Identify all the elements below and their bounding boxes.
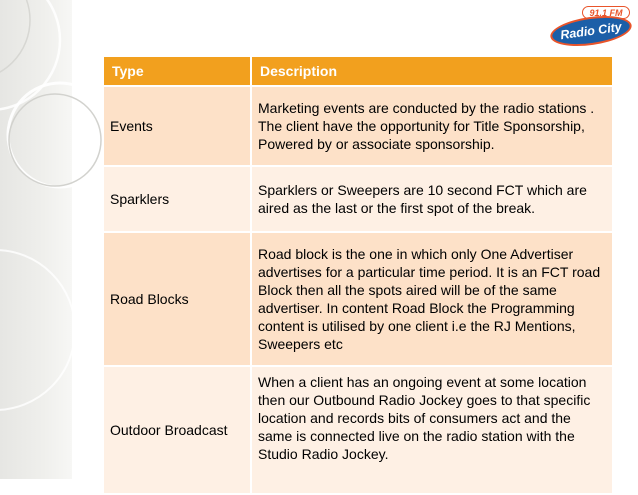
row-description: Marketing events are conducted by the radio stations . The client have the opportunity for Title Sponsorship, Powered by or associate sponsorship. <box>251 86 613 166</box>
logo-frequency-badge: 91.1 FM <box>582 6 630 19</box>
logo-brand-name: Radio City <box>548 11 633 50</box>
row-description: Sparklers or Sweepers are 10 second FCT which are aired as the last or the first spot of the break. <box>251 166 613 232</box>
header-type: Type <box>103 56 251 86</box>
row-description: Road block is the one in which only One Advertiser advertises for a particular time period. It is an FCT road Block then all the spots aired will be of the same advertiser. In content Road Block the Programming content is utilised by one client i.e the RJ Mentions, Sweepers etc <box>251 232 613 366</box>
row-type: Road Blocks <box>103 232 251 366</box>
row-type: Sparklers <box>103 166 251 232</box>
table-row <box>103 86 613 166</box>
row-description: When a client has an ongoing event at some location then our Outbound Radio Jockey goes to that specific location and records bits of consumers act and the same is connected live on the radio station with the Studio Radio Jockey. <box>251 366 613 494</box>
row-type: Outdoor Broadcast <box>103 366 251 494</box>
row-type: Events <box>103 86 251 166</box>
header-description: Description <box>251 56 613 86</box>
table-row <box>103 166 613 232</box>
table-header-row <box>103 56 613 86</box>
ad-formats-table <box>102 55 614 495</box>
radio-city-logo <box>548 4 634 48</box>
table-row <box>103 366 613 494</box>
table-row <box>103 232 613 366</box>
